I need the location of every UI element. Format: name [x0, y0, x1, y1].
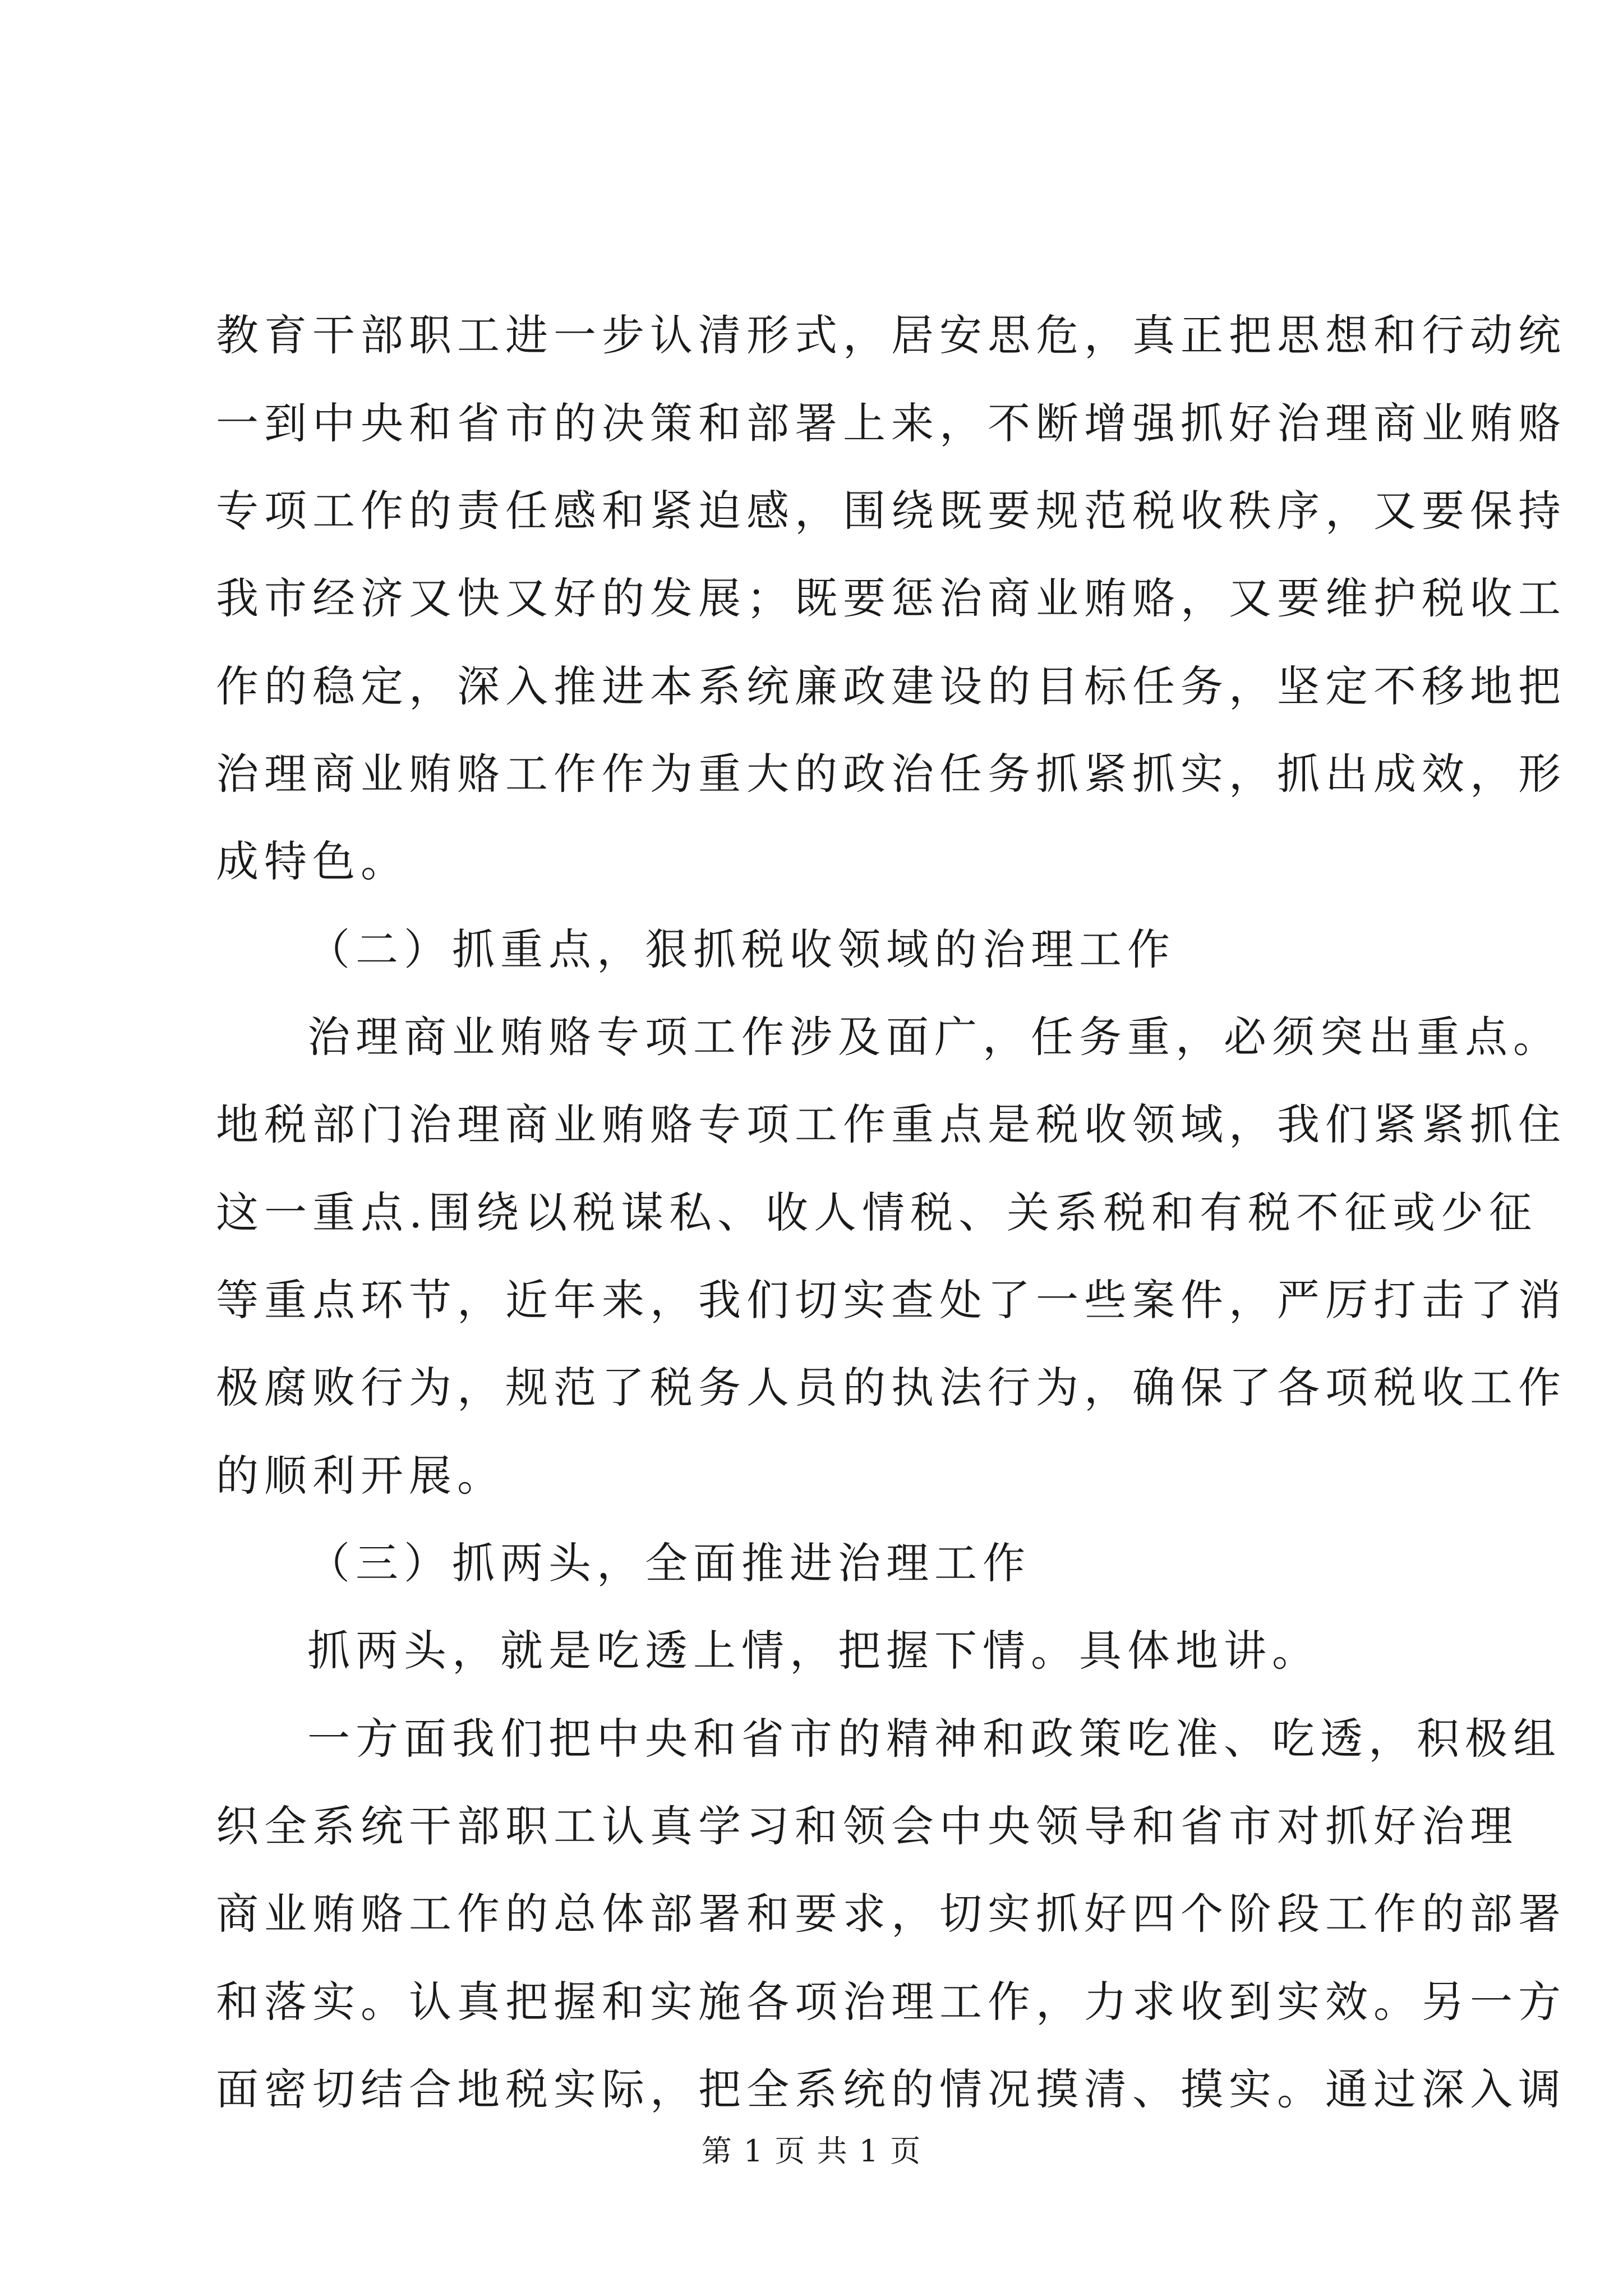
- paragraph-first-line: 一方面我们把中央和省市的精神和政策吃准、吃透，积极组: [307, 1714, 1561, 1764]
- text-line: 的顺利开展。: [216, 1451, 505, 1501]
- paragraph-first-line: 抓两头，就是吃透上情，把握下情。具体地讲。: [307, 1626, 1320, 1676]
- text-line: 商业贿赂工作的总体部署和要求，切实抓好四个阶段工作的部署: [216, 1889, 1566, 1939]
- page-number-footer: 第 1 页 共 1 页: [701, 2133, 922, 2169]
- text-line: 专项工作的责任感和紧迫感，围绕既要规范税收秩序，又要保持: [216, 486, 1566, 536]
- text-line: 一到中央和省市的决策和部署上来，不断增强抓好治理商业贿赂: [216, 398, 1566, 448]
- text-line: 教育干部职工进一步认清形式，居安思危，真正把思想和行动统: [216, 310, 1566, 360]
- section-heading: （二）抓重点，狠抓税收领域的治理工作: [307, 924, 1175, 974]
- text-line: 作的稳定，深入推进本系统廉政建设的目标任务，坚定不移地把: [216, 661, 1566, 711]
- text-line: 极腐败行为，规范了税务人员的执法行为，确保了各项税收工作: [216, 1363, 1566, 1412]
- text-line: 织全系统干部职工认真学习和领会中央领导和省市对抓好治理: [216, 1801, 1518, 1851]
- text-line: 地税部门治理商业贿赂专项工作重点是税收领域，我们紧紧抓住: [216, 1099, 1566, 1149]
- section-heading: （三）抓两头，全面推进治理工作: [307, 1538, 1031, 1588]
- text-line: 面密切结合地税实际，把全系统的情况摸清、摸实。通过深入调: [216, 2064, 1566, 2114]
- text-line: 我市经济又快又好的发展；既要惩治商业贿赂，又要维护税收工: [216, 573, 1566, 623]
- text-line: 这一重点.围绕以税谋私、收人情税、关系税和有税不征或少征: [216, 1188, 1538, 1237]
- text-line: 成特色。: [216, 836, 409, 886]
- text-line: 治理商业贿赂工作作为重大的政治任务抓紧抓实，抓出成效，形: [216, 749, 1566, 799]
- text-line: 和落实。认真把握和实施各项治理工作，力求收到实效。另一方: [216, 1977, 1566, 2027]
- paragraph-first-line: 治理商业贿赂专项工作涉及面广，任务重，必须突出重点。: [307, 1012, 1561, 1062]
- text-line: 等重点环节，近年来，我们切实查处了一些案件，严厉打击了消: [216, 1275, 1566, 1325]
